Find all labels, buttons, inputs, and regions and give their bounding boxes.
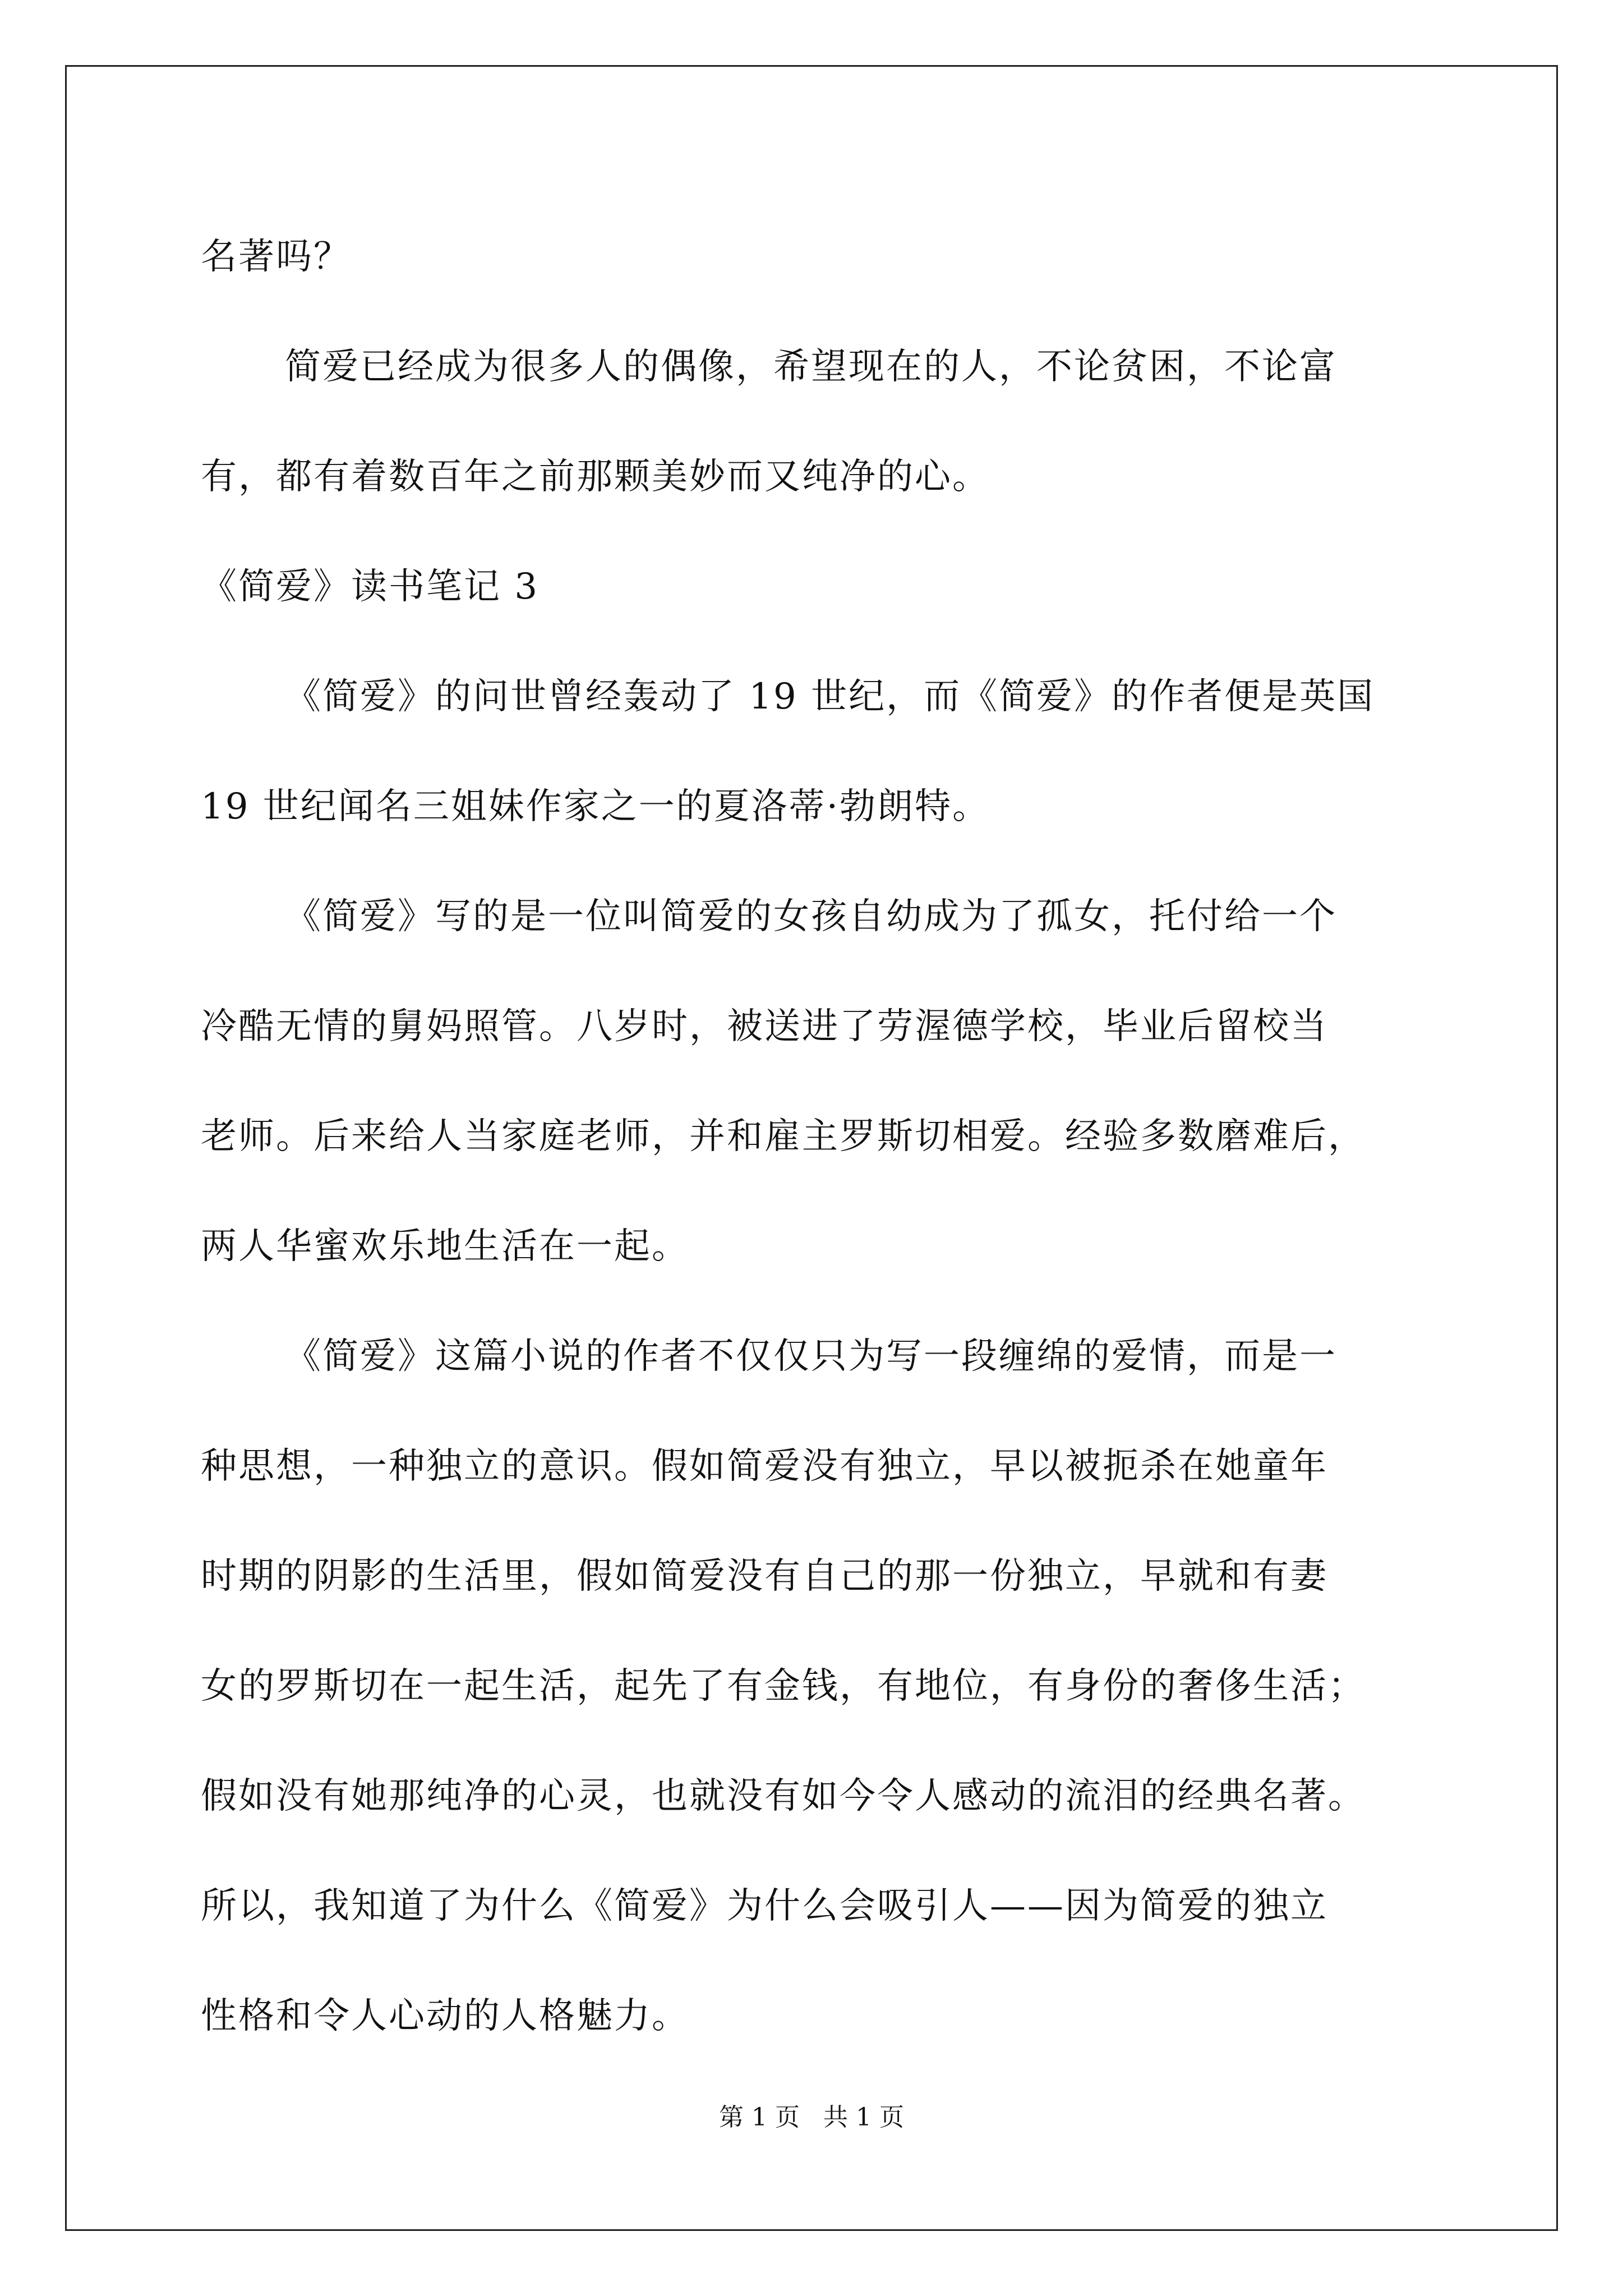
document-body [201,202,1429,2071]
text-line: 所以，我知道了为什么《简爱》为什么会吸引人——因为简爱的独立 [201,1885,1328,1927]
page-footer: 第 1 页 共 1 页 [719,2103,904,2132]
text-line: 简爱已经成为很多人的偶像，希望现在的人，不论贫困，不论富 [285,346,1337,388]
text-line: 时期的阴影的生活里，假如简爱没有自己的那一份独立，早就和有妻 [201,1556,1328,1597]
section-heading: 《简爱》读书笔记 3 [201,566,540,608]
text-line: 女的罗斯切在一起生活，起先了有金钱，有地位，有身份的奢侈生活； [201,1665,1366,1707]
text-line: 19 世纪闻名三姐妹作家之一的夏洛蒂·勃朗特。 [201,786,990,827]
text-line: 冷酷无情的舅妈照管。八岁时，被送进了劳渥德学校，毕业后留校当 [201,1006,1328,1047]
text-line: 假如没有她那纯净的心灵，也就没有如今令人感动的流泪的经典名著。 [201,1775,1366,1817]
text-line: 《简爱》这篇小说的作者不仅仅只为写一段缠绵的爱情，而是一 [285,1336,1337,1377]
text-line: 有，都有着数百年之前那颗美妙而又纯净的心。 [201,456,990,498]
text-line: 两人华蜜欢乐地生活在一起。 [201,1226,689,1267]
text-line: 老师。后来给人当家庭老师，并和雇主罗斯切相爱。经验多数磨难后， [201,1116,1366,1157]
text-line: 《简爱》写的是一位叫简爱的女孩自幼成为了孤女，托付给一个 [285,896,1337,937]
text-line: 性格和令人心动的人格魅力。 [201,1995,689,2037]
text-line: 《简爱》的问世曾经轰动了 19 世纪，而《简爱》的作者便是英国 [285,676,1375,717]
text-line: 名著吗？ [201,236,351,278]
text-line: 种思想，一种独立的意识。假如简爱没有独立，早以被扼杀在她童年 [201,1446,1328,1487]
